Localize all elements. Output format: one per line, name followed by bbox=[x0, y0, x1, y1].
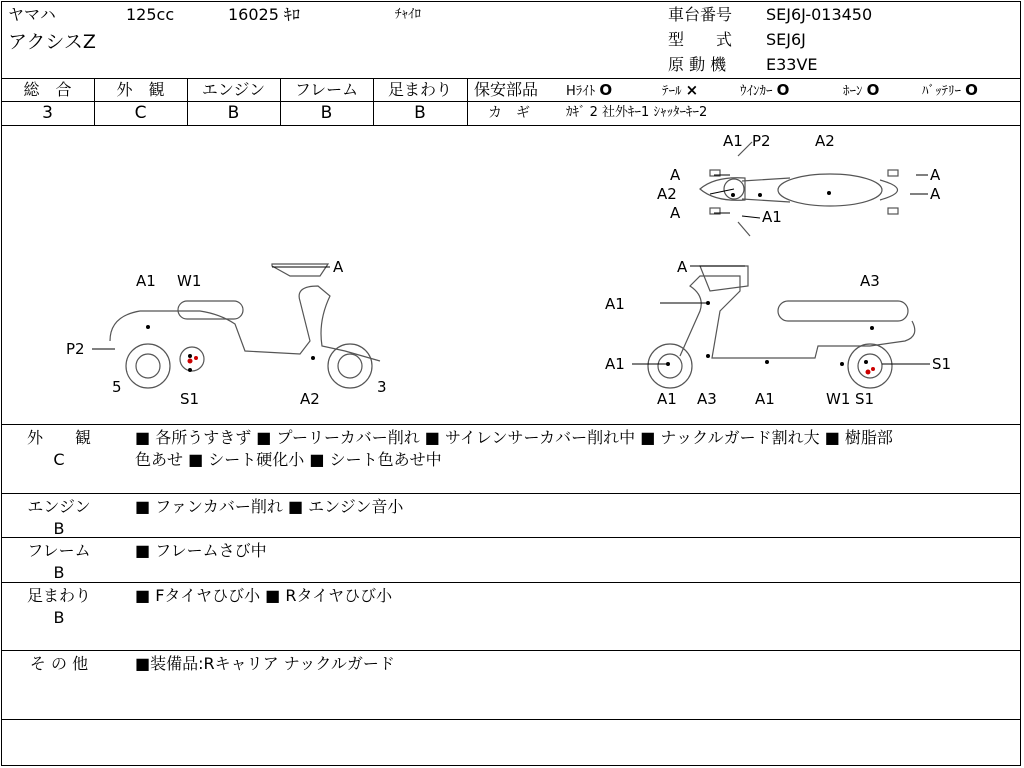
diag-label: A bbox=[670, 166, 681, 184]
model-name: アクシスZ bbox=[8, 31, 96, 53]
type-label: 型 式 bbox=[668, 30, 733, 49]
diag-label: A1 bbox=[657, 390, 677, 408]
displacement: 125cc bbox=[126, 5, 175, 24]
frame-no: SEJ6J-013450 bbox=[766, 5, 873, 24]
divider bbox=[1, 582, 1021, 583]
diag-label: A bbox=[333, 258, 344, 276]
diag-label: A2 bbox=[815, 132, 835, 150]
type-value: SEJ6J bbox=[766, 30, 806, 49]
divider bbox=[1, 493, 1021, 494]
safety-winker: ｳｲﾝｶｰ O bbox=[740, 81, 790, 99]
diag-label: A bbox=[677, 258, 688, 276]
grade-suspension: B bbox=[414, 103, 426, 123]
divider bbox=[1, 537, 1021, 538]
divider bbox=[1, 424, 1021, 425]
frame-no-label: 車台番号 bbox=[668, 5, 733, 24]
diag-label: S1 bbox=[855, 390, 875, 408]
grade-header-frame: フレーム bbox=[294, 80, 359, 99]
divider bbox=[1, 78, 1021, 79]
diag-label: A bbox=[930, 185, 941, 203]
divider bbox=[467, 78, 468, 125]
diag-label: A1 bbox=[136, 272, 156, 290]
key-label: カ ギ bbox=[488, 105, 530, 121]
diag-label: P2 bbox=[66, 340, 85, 358]
diag-label: A2 bbox=[300, 390, 320, 408]
mileage: 16025 ｷﾛ bbox=[228, 5, 300, 24]
diag-label: A2 bbox=[657, 185, 677, 203]
damage-marks-red bbox=[188, 356, 876, 375]
diag-label: S1 bbox=[932, 355, 952, 373]
diag-label: P2 bbox=[752, 132, 771, 150]
diag-label: 3 bbox=[377, 378, 387, 396]
key-text: ｶｷﾞ 2 社外ｷｰ1 ｼｬｯﾀｰｷｰ2 bbox=[566, 105, 708, 120]
note-label-exterior: 外 観 C bbox=[26, 428, 91, 469]
note-label-other: そ の 他 bbox=[29, 654, 89, 673]
engine-value: E33VE bbox=[766, 55, 818, 74]
diag-label: W1 bbox=[826, 390, 851, 408]
diag-label: W1 bbox=[177, 272, 202, 290]
diag-label: A1 bbox=[762, 208, 782, 226]
safety-label: 保安部品 bbox=[474, 80, 539, 99]
divider bbox=[468, 101, 1021, 102]
divider bbox=[1, 101, 468, 102]
safety-tail: ﾃｰﾙ × bbox=[662, 81, 699, 99]
color: ﾁｬｲﾛ bbox=[395, 7, 421, 22]
note-label-engine: エンジン B bbox=[27, 497, 91, 538]
grade-total: 3 bbox=[42, 103, 53, 123]
diag-label: S1 bbox=[180, 390, 200, 408]
grade-engine: B bbox=[227, 103, 240, 123]
divider bbox=[1, 650, 1021, 651]
divider bbox=[1, 719, 1021, 720]
grade-exterior: C bbox=[134, 103, 147, 123]
grade-header-engine: エンジン bbox=[201, 80, 266, 99]
note-label-frame: フレーム B bbox=[27, 541, 91, 582]
safety-horn: ﾎｰﾝ O bbox=[843, 81, 880, 99]
note-label-suspension: 足まわり B bbox=[26, 586, 91, 627]
diag-label: A bbox=[930, 166, 941, 184]
grade-header-exterior: 外 観 bbox=[116, 80, 165, 99]
note-text-frame: ■ フレームさび中 bbox=[135, 541, 267, 560]
diag-label: A1 bbox=[605, 355, 625, 373]
diag-label: A1 bbox=[723, 132, 743, 150]
safety-battery: ﾊﾞｯﾃﾘｰ O bbox=[922, 81, 978, 99]
damage-diagram bbox=[0, 126, 1024, 424]
note-text-other: ■装備品:Rキャリア ナックルガード bbox=[135, 654, 395, 673]
grade-frame: B bbox=[320, 103, 333, 123]
maker: ヤマハ bbox=[8, 5, 56, 24]
note-text-suspension: ■ Fタイヤひび小 ■ Rタイヤひび小 bbox=[135, 586, 393, 605]
safety-headlight: Hﾗｲﾄ O bbox=[566, 81, 613, 99]
diag-label: A1 bbox=[605, 295, 625, 313]
grade-header-suspension: 足まわり bbox=[387, 80, 452, 99]
diag-label: A bbox=[670, 204, 681, 222]
diag-label: A1 bbox=[755, 390, 775, 408]
note-text-exterior: ■ 各所うすきず ■ プーリーカバー削れ ■ サイレンサーカバー削れ中 ■ ナックルガード割れ大 ■ 樹脂部 色あせ ■ シート硬化小 ■ シート色あせ中 bbox=[135, 428, 893, 469]
engine-label: 原 動 機 bbox=[668, 55, 727, 74]
note-text-engine: ■ ファンカバー削れ ■ エンジン音小 bbox=[135, 497, 404, 516]
diag-label: 5 bbox=[112, 378, 122, 396]
diag-label: A3 bbox=[697, 390, 717, 408]
top-view-scooter bbox=[700, 142, 898, 236]
diag-label: A3 bbox=[860, 272, 880, 290]
grade-header-total: 総 合 bbox=[23, 80, 72, 99]
